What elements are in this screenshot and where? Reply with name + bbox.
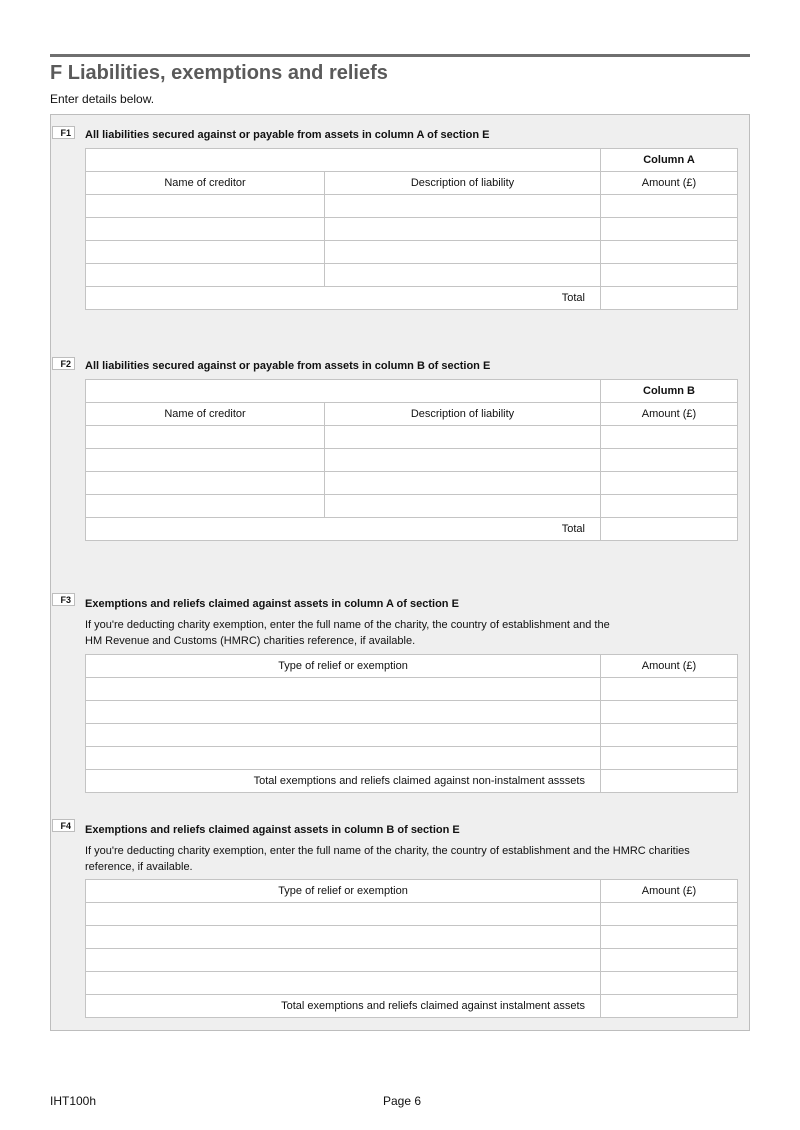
table-row: [86, 241, 738, 264]
question-title-f4: Exemptions and reliefs claimed against assets in column B of section E: [85, 824, 460, 836]
amount-input[interactable]: [601, 449, 738, 472]
amount-input[interactable]: [601, 949, 738, 972]
description-input[interactable]: [325, 449, 601, 472]
relief-type-input[interactable]: [86, 972, 601, 995]
exemptions-table-f4: [85, 879, 738, 1018]
description-input[interactable]: [325, 495, 601, 518]
relief-type-input[interactable]: [86, 926, 601, 949]
amount-input[interactable]: [601, 495, 738, 518]
question-note-f3: [85, 617, 735, 649]
amount-input[interactable]: [601, 472, 738, 495]
creditor-input[interactable]: [86, 495, 325, 518]
header-type-of-relief: Type of relief or exemption: [86, 880, 601, 903]
column-label-f1: Column A: [601, 149, 738, 172]
liabilities-table-f1: [85, 148, 738, 310]
description-input[interactable]: [325, 426, 601, 449]
top-rule: [50, 54, 750, 57]
section-title: F Liabilities, exemptions and reliefs: [50, 62, 388, 84]
header-amount: Amount (£): [601, 655, 738, 678]
question-number-f4: F4: [52, 819, 75, 832]
blank-header-cell: [86, 149, 601, 172]
amount-input[interactable]: [601, 724, 738, 747]
section-intro: Enter details below.: [50, 92, 155, 106]
relief-type-input[interactable]: [86, 724, 601, 747]
table-row: [86, 972, 738, 995]
question-number-f2: F2: [52, 357, 75, 370]
amount-input[interactable]: [601, 264, 738, 287]
description-input[interactable]: [325, 218, 601, 241]
amount-input[interactable]: [601, 701, 738, 724]
relief-type-input[interactable]: [86, 678, 601, 701]
amount-input[interactable]: [601, 195, 738, 218]
liabilities-table-f2: [85, 379, 738, 541]
amount-input[interactable]: [601, 218, 738, 241]
total-amount-input-f2[interactable]: [601, 518, 738, 541]
table-row: [86, 449, 738, 472]
creditor-input[interactable]: [86, 218, 325, 241]
total-amount-input-f4[interactable]: [601, 995, 738, 1018]
amount-input[interactable]: [601, 678, 738, 701]
table-row: [86, 495, 738, 518]
header-amount: Amount (£): [601, 403, 738, 426]
table-row: [86, 926, 738, 949]
amount-input[interactable]: [601, 903, 738, 926]
table-row: [86, 949, 738, 972]
amount-input[interactable]: [601, 747, 738, 770]
total-amount-input-f1[interactable]: [601, 287, 738, 310]
relief-type-input[interactable]: [86, 701, 601, 724]
table-row: [86, 903, 738, 926]
header-name-of-creditor: Name of creditor: [86, 172, 325, 195]
creditor-input[interactable]: [86, 449, 325, 472]
total-label-f3: Total exemptions and reliefs claimed against non-instalment asssets: [86, 770, 601, 793]
description-input[interactable]: [325, 195, 601, 218]
creditor-input[interactable]: [86, 241, 325, 264]
note-line-2: HM Revenue and Customs (HMRC) charities reference, if available.: [85, 635, 416, 647]
question-number-f1: F1: [52, 126, 75, 139]
header-type-of-relief: Type of relief or exemption: [86, 655, 601, 678]
description-input[interactable]: [325, 241, 601, 264]
creditor-input[interactable]: [86, 426, 325, 449]
column-label-f2: Column B: [601, 380, 738, 403]
creditor-input[interactable]: [86, 195, 325, 218]
header-amount: Amount (£): [601, 172, 738, 195]
header-amount: Amount (£): [601, 880, 738, 903]
table-row: [86, 426, 738, 449]
total-amount-input-f3[interactable]: [601, 770, 738, 793]
question-title-f1: All liabilities secured against or payable from assets in column A of section E: [85, 129, 490, 141]
amount-input[interactable]: [601, 926, 738, 949]
table-row: [86, 472, 738, 495]
relief-type-input[interactable]: [86, 747, 601, 770]
total-label-f1: Total: [86, 287, 601, 310]
form-code: IHT100h: [50, 1094, 97, 1108]
note-line-1: If you're deducting charity exemption, enter the full name of the charity, the country of establishment and the: [85, 619, 610, 631]
table-row: [86, 701, 738, 724]
amount-input[interactable]: [601, 972, 738, 995]
question-title-f2: All liabilities secured against or payable from assets in column B of section E: [85, 360, 491, 372]
total-label-f4: Total exemptions and reliefs claimed against instalment assets: [86, 995, 601, 1018]
table-row: [86, 218, 738, 241]
table-row: [86, 724, 738, 747]
amount-input[interactable]: [601, 241, 738, 264]
question-note-f4: If you're deducting charity exemption, enter the full name of the charity, the country of establishment and the HMRC charities reference, if available.: [85, 845, 690, 873]
description-input[interactable]: [325, 264, 601, 287]
question-title-f3: Exemptions and reliefs claimed against assets in column A of section E: [85, 598, 459, 610]
question-number-f3: F3: [52, 593, 75, 606]
amount-input[interactable]: [601, 426, 738, 449]
creditor-input[interactable]: [86, 472, 325, 495]
blank-header-cell: [86, 380, 601, 403]
exemptions-table-f3: [85, 654, 738, 793]
header-description-of-liability: Description of liability: [325, 172, 601, 195]
form-panel: [50, 114, 750, 1031]
description-input[interactable]: [325, 472, 601, 495]
table-row: [86, 678, 738, 701]
table-row: [86, 195, 738, 218]
relief-type-input[interactable]: [86, 903, 601, 926]
page-number: Page 6: [383, 1094, 422, 1108]
creditor-input[interactable]: [86, 264, 325, 287]
relief-type-input[interactable]: [86, 949, 601, 972]
table-row: [86, 747, 738, 770]
total-label-f2: Total: [86, 518, 601, 541]
header-name-of-creditor: Name of creditor: [86, 403, 325, 426]
header-description-of-liability: Description of liability: [325, 403, 601, 426]
table-row: [86, 264, 738, 287]
